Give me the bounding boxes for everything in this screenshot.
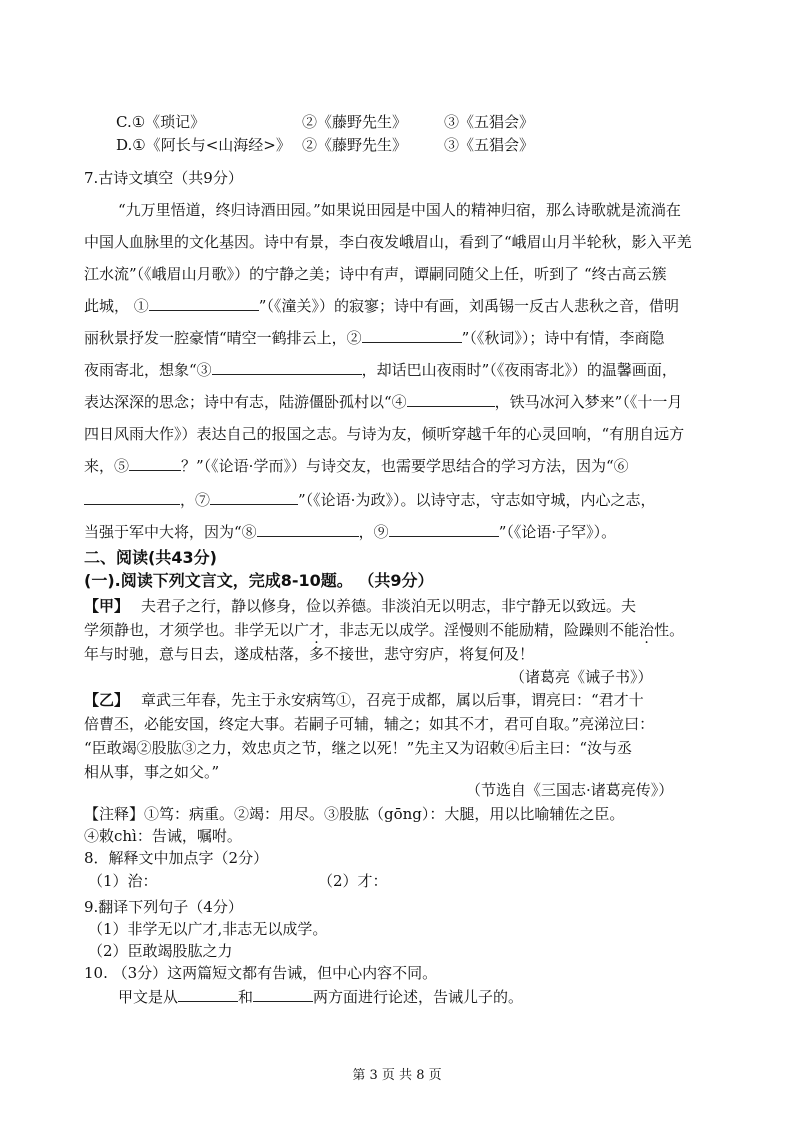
q8-title: 8．解释文中加点字（2分） [84, 849, 269, 867]
blank-1[interactable] [149, 296, 259, 311]
blank-4[interactable] [407, 392, 495, 407]
passage-yi: 【乙】 章武三年春，先主于永安病笃①，召亮于成都，属以后事，谓亮曰：“君才十 [84, 691, 644, 709]
q7-title: 7.古诗文填空（共9分） [84, 169, 243, 187]
part-heading: (一).阅读下列文言文，完成8-10题。 （共9分） [84, 571, 434, 590]
notes-line: ④敕chì：告诫，嘱咐。 [84, 827, 242, 845]
passage-line: 年与时驰，意与日去，遂成枯落，多不接世，悲守穷庐，将复何及！ [84, 645, 535, 663]
passage-line: “臣敢竭②股肱③之力，效忠贞之节，继之以死！”先主又为诏敕④后主曰：“汝与丞 [84, 739, 633, 757]
blank-8[interactable] [257, 522, 359, 537]
passage-jia: 【甲】 夫君子之行，静以修身，俭以养德。非淡泊无以明志，非宁静无以致远。夫 [84, 597, 637, 615]
q7-line: ，⑦ ”（《论语·为政》）。以诗守志，守志如守城，内心之志， [84, 490, 655, 510]
blank-q10-2[interactable] [253, 987, 313, 1002]
q9-item: （2）臣敢竭股肱之力 [88, 942, 233, 960]
q10-title: 10. （3分）这两篇短文都有告诫，但中心内容不同。 [84, 964, 438, 982]
q10-item: 甲文是从 和 两方面进行论述，告诫儿子的。 [118, 988, 524, 1006]
q7-line: 丽秋景抒发一腔豪情“晴空一鹤排云上，② ”（《秋词》）；诗中有情，李商隐 [84, 329, 665, 347]
section-heading: 二、阅读(共43分) [84, 548, 217, 567]
q7-line: 此城， ① ”（《潼关》）的寂寥；诗中有画，刘禹锡一反古人悲秋之音，借明 [84, 297, 679, 315]
passage-line: 学须静也，才须学也。非学无以广才，非志无以成学。淫慢则不能励精，险躁则不能治性。 [84, 621, 685, 639]
blank-6[interactable] [84, 490, 180, 505]
passage-source: （节选自《三国志·诸葛亮传》） [466, 781, 674, 799]
passage-tag: 【甲】 [84, 597, 130, 615]
passage-tag: 【乙】 [84, 691, 130, 709]
notes-line: 【注释】①笃：病重。②竭：用尽。③股肱（gōng）：大腿，用以比喻辅佐之臣。 [84, 805, 625, 823]
passage-source: （诸葛亮《诫子书》） [510, 668, 653, 686]
blank-5[interactable] [129, 456, 181, 471]
blank-7[interactable] [210, 490, 298, 505]
blank-3[interactable] [212, 360, 362, 375]
blank-9[interactable] [389, 522, 499, 537]
passage-line: 倍曹丕，必能安国，终定大事。若嗣子可辅，辅之；如其不才，君可自取。”亮涕泣曰： [84, 715, 655, 733]
q9-title: 9.翻译下列句子（4分） [84, 898, 243, 916]
q9-item: （1）非学无以广才,非志无以成学。 [88, 920, 328, 938]
option-c: C.①《琐记》 ②《藤野先生》 ③《五猖会》 [116, 113, 535, 131]
q7-line: 四日风雨大作》）表达自己的报国之志。与诗为友，倾听穿越千年的心灵回响，“有朋自远方 [84, 425, 685, 443]
option-c-label: C. [116, 113, 132, 131]
option-d: D.①《阿长与<山海经>》 ②《藤野先生》 ③《五猖会》 [116, 136, 535, 154]
q7-line: 江水流”（《峨眉山月歌》）的宁静之美；诗中有声，谭嗣同随父上任，听到了 “终古高云簇 [84, 265, 667, 283]
option-d-label: D. [116, 136, 133, 154]
q7-line: 表达深深的思念；诗中有志，陆游僵卧孤村以“④ ，铁马冰河入梦来”（《十一月 [84, 393, 683, 411]
blank-2[interactable] [362, 328, 462, 343]
q8-items: （1）治： （2）才： [88, 872, 388, 890]
blank-q10-1[interactable] [178, 987, 238, 1002]
q7-line: 来，⑤ ？”（《论语·学而》）与诗交友，也需要学思结合的学习方法，因为“⑥ [84, 457, 629, 475]
page-footer: 第 3 页 共 8 页 [352, 1068, 442, 1083]
q7-line: 夜雨寄北，想象“③ ，却话巴山夜雨时”（《夜雨寄北》）的温馨画面， [84, 361, 677, 379]
q7-line: 当强于军中大将，因为“⑧ ，⑨ ”（《论语·子罕》）。 [84, 523, 617, 541]
q7-line: “九万里悟道，终归诗酒田园。”如果说田园是中国人的精神归宿，那么诗歌就是流淌在 [118, 201, 681, 219]
q7-line: 中国人血脉里的文化基因。诗中有景，李白夜发峨眉山，看到了“峨眉山月半轮秋，影入平羌 [84, 233, 692, 251]
passage-line: 相从事，事之如父。” [84, 763, 220, 781]
